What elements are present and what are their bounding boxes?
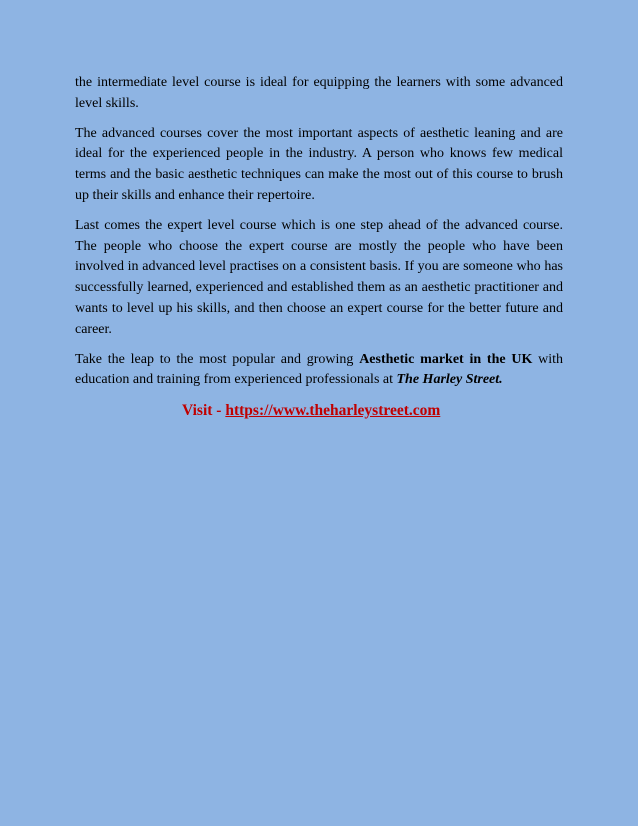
leap-middle-text: with education and training from experienced professionals at (75, 351, 564, 388)
paragraph-advanced-courses: The advanced courses cover the most important aspects of aesthetic leaning and are ideal for the experienced people in the industry. A person who knows few medical terms and the basic aesthetic techniques can make the most out of this course to brush up their skills and enhance their repertoire. (75, 125, 563, 203)
paragraph-intermediate-course: the intermediate level course is ideal for equipping the learners with some advanced level skills. (75, 75, 563, 111)
visit-label: Visit - (182, 402, 226, 420)
paragraph-expert-course: Last comes the expert level course which is one step ahead of the advanced course. The people who choose the expert course are mostly the people who have been involved in advanced level practises on a consistent basis. If you are someone who has successfully learned, experienced and established them as an aesthetic practitioner and wants to level up his skills, and then choose an expert course for the better future and career. (75, 217, 563, 337)
aesthetic-market-highlight: Aesthetic market in the UK (359, 351, 533, 367)
paragraph-take-the-leap (75, 350, 563, 392)
visit-line (75, 400, 563, 422)
brand-name: The Harley Street. (396, 372, 503, 388)
website-link[interactable]: https://www.theharleystreet.com (225, 402, 441, 420)
leap-lead-text: Take the leap to the most popular and growing (75, 351, 360, 367)
page-content (75, 73, 563, 422)
